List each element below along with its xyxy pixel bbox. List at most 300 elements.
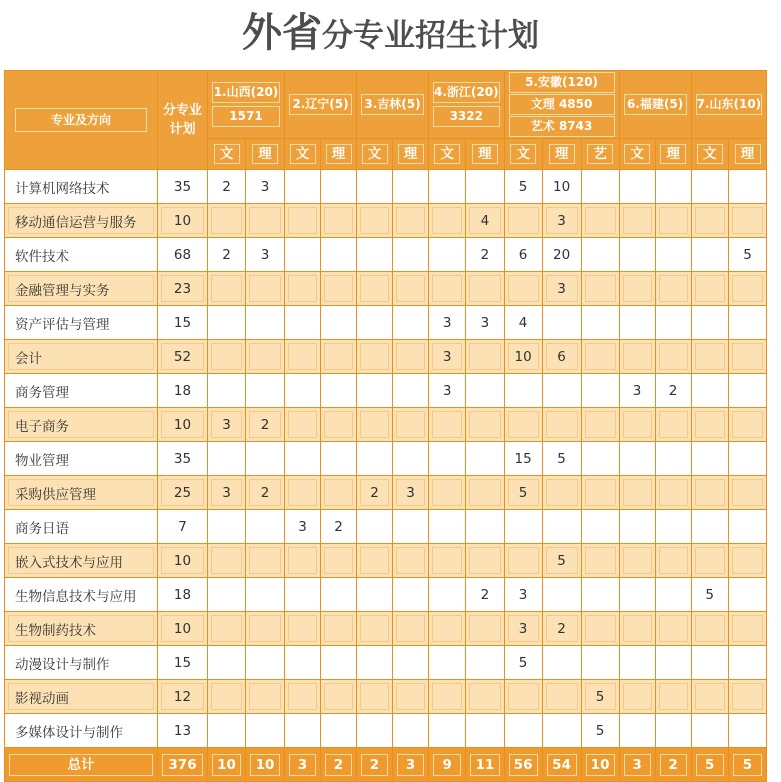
plan-count: 52 [158,340,208,374]
plan-cell: 2 [542,612,581,646]
plan-cell [208,340,246,374]
major-name: 计算机网络技术 [5,170,158,204]
plan-cell [655,578,691,612]
plan-cell [691,272,728,306]
plan-cell [619,238,655,272]
plan-cell [393,442,429,476]
plan-cell [285,306,321,340]
plan-cell [321,646,357,680]
total-cell: 9 [429,748,466,782]
plan-cell [581,272,619,306]
plan-cell [285,476,321,510]
plan-cell [321,374,357,408]
plan-cell [691,510,728,544]
plan-cell [246,578,285,612]
total-plan: 376 [158,748,208,782]
plan-cell [619,204,655,238]
plan-cell [393,374,429,408]
header-major: 专业及方向 [5,71,158,170]
major-name: 嵌入式技术与应用 [5,544,158,578]
plan-cell [246,714,285,748]
plan-cell: 3 [542,272,581,306]
plan-cell [691,306,728,340]
plan-cell [285,714,321,748]
plan-cell [728,340,766,374]
plan-cell [321,204,357,238]
plan-cell [466,340,504,374]
plan-cell: 3 [504,578,542,612]
plan-cell [655,714,691,748]
plan-cell [357,272,393,306]
plan-cell [691,374,728,408]
subheader-cell: 文 [619,139,655,170]
title-rest: 分专业招生计划 [322,18,539,54]
total-cell: 3 [285,748,321,782]
major-name: 商务日语 [5,510,158,544]
total-cell: 3 [393,748,429,782]
plan-cell [691,340,728,374]
plan-cell: 2 [246,476,285,510]
plan-cell [208,578,246,612]
plan-cell [542,306,581,340]
plan-cell [357,510,393,544]
plan-cell: 3 [393,476,429,510]
plan-cell [542,476,581,510]
plan-cell [691,204,728,238]
plan-cell [619,680,655,714]
subheader-cell: 理 [246,139,285,170]
plan-count: 68 [158,238,208,272]
plan-cell [728,544,766,578]
plan-cell [357,612,393,646]
plan-cell [208,306,246,340]
subheader-cell: 文 [504,139,542,170]
total-cell: 11 [466,748,504,782]
plan-cell [393,510,429,544]
plan-cell: 2 [246,408,285,442]
plan-cell [504,204,542,238]
plan-cell [619,408,655,442]
plan-cell [466,714,504,748]
plan-cell [728,680,766,714]
plan-cell [285,442,321,476]
plan-cell [728,714,766,748]
major-name: 商务管理 [5,374,158,408]
plan-cell [542,646,581,680]
plan-cell [466,544,504,578]
plan-cell: 3 [208,476,246,510]
plan-cell [619,306,655,340]
plan-cell [466,408,504,442]
plan-cell [357,680,393,714]
plan-cell [655,306,691,340]
subheader-cell: 艺 [581,139,619,170]
plan-cell [357,306,393,340]
plan-cell [619,714,655,748]
plan-cell [429,612,466,646]
plan-count: 15 [158,646,208,680]
table-row [5,544,767,578]
plan-count: 10 [158,612,208,646]
plan-cell: 3 [246,170,285,204]
table-row [5,680,767,714]
plan-cell [542,510,581,544]
plan-cell [357,374,393,408]
plan-cell [581,476,619,510]
table-row [5,578,767,612]
plan-cell [466,612,504,646]
header-province-shanxi: 1.山西(20) 1571 [208,71,285,139]
plan-cell [393,612,429,646]
plan-cell [691,612,728,646]
plan-cell [208,204,246,238]
major-name: 生物信息技术与应用 [5,578,158,612]
header-province-liaoning: 2.辽宁(5) [285,71,357,139]
plan-cell: 2 [208,238,246,272]
plan-cell [691,442,728,476]
plan-cell: 5 [504,170,542,204]
plan-cell: 10 [542,170,581,204]
table-row [5,476,767,510]
plan-cell: 3 [619,374,655,408]
plan-cell [429,204,466,238]
page-title [0,4,781,70]
plan-cell [728,646,766,680]
plan-cell [581,238,619,272]
plan-cell [285,374,321,408]
total-cell: 10 [246,748,285,782]
table-row [5,646,767,680]
plan-cell [246,272,285,306]
plan-cell [466,170,504,204]
table-row [5,374,767,408]
plan-cell [581,306,619,340]
plan-cell: 5 [542,544,581,578]
plan-cell [504,544,542,578]
plan-cell [619,612,655,646]
plan-cell [619,578,655,612]
total-cell: 2 [321,748,357,782]
plan-cell: 3 [246,238,285,272]
plan-cell [208,442,246,476]
plan-cell [208,272,246,306]
plan-cell [208,544,246,578]
plan-cell [429,714,466,748]
plan-cell [393,204,429,238]
plan-cell: 2 [321,510,357,544]
plan-cell: 2 [655,374,691,408]
plan-cell [321,612,357,646]
plan-count: 10 [158,204,208,238]
total-cell: 5 [728,748,766,782]
plan-cell [246,340,285,374]
plan-cell: 4 [504,306,542,340]
plan-cell: 6 [542,340,581,374]
plan-cell [321,544,357,578]
plan-cell [321,170,357,204]
plan-cell: 2 [208,170,246,204]
subheader-cell: 文 [429,139,466,170]
subheader-cell: 理 [466,139,504,170]
plan-cell [429,578,466,612]
plan-count: 23 [158,272,208,306]
plan-cell [429,272,466,306]
plan-cell [504,680,542,714]
plan-cell [619,646,655,680]
plan-cell: 5 [691,578,728,612]
plan-cell [728,374,766,408]
plan-cell: 5 [504,646,542,680]
major-name: 生物制药技术 [5,612,158,646]
plan-cell [321,578,357,612]
table-row [5,340,767,374]
plan-cell [581,612,619,646]
total-cell: 10 [208,748,246,782]
plan-cell [691,714,728,748]
plan-cell [246,544,285,578]
plan-cell: 5 [504,476,542,510]
plan-cell [542,374,581,408]
plan-cell [357,204,393,238]
plan-cell [357,646,393,680]
plan-cell [619,272,655,306]
plan-cell [246,442,285,476]
plan-cell [581,544,619,578]
plan-cell [285,612,321,646]
plan-cell [466,680,504,714]
plan-cell [728,612,766,646]
plan-cell [466,510,504,544]
plan-cell: 3 [466,306,504,340]
table-row [5,408,767,442]
plan-cell [357,170,393,204]
plan-cell [429,442,466,476]
plan-cell [321,272,357,306]
plan-cell [429,170,466,204]
plan-cell [691,238,728,272]
header-province-shandong: 7.山东(10) [691,71,767,139]
plan-cell [429,646,466,680]
plan-cell [246,510,285,544]
plan-cell [393,238,429,272]
table-row [5,204,767,238]
total-label: 总计 [5,748,158,782]
plan-cell [429,238,466,272]
plan-cell [691,476,728,510]
plan-cell [655,340,691,374]
plan-cell [691,170,728,204]
plan-cell [285,578,321,612]
plan-cell [321,714,357,748]
plan-cell: 3 [429,374,466,408]
header-province-zhejiang: 4.浙江(20) 3322 [429,71,505,139]
plan-cell [321,680,357,714]
plan-cell [285,238,321,272]
plan-cell: 3 [429,306,466,340]
plan-cell [691,408,728,442]
plan-cell [581,510,619,544]
plan-cell [393,544,429,578]
plan-cell [357,340,393,374]
plan-cell [321,476,357,510]
plan-cell: 10 [504,340,542,374]
subheader-cell: 文 [208,139,246,170]
plan-cell: 3 [504,612,542,646]
plan-cell [285,680,321,714]
plan-cell: 2 [466,578,504,612]
plan-cell [655,646,691,680]
subheader-cell: 文 [357,139,393,170]
plan-cell [466,374,504,408]
plan-cell [321,408,357,442]
total-cell: 10 [581,748,619,782]
plan-count: 13 [158,714,208,748]
plan-cell [581,578,619,612]
plan-cell [321,306,357,340]
plan-cell [691,646,728,680]
plan-cell [728,272,766,306]
plan-cell [581,204,619,238]
plan-cell [466,272,504,306]
plan-cell [504,374,542,408]
subheader-cell: 文 [285,139,321,170]
plan-cell [429,544,466,578]
plan-cell [728,408,766,442]
plan-cell [691,544,728,578]
major-name: 金融管理与实务 [5,272,158,306]
table-row [5,612,767,646]
plan-cell [357,238,393,272]
plan-cell [429,408,466,442]
plan-cell [393,408,429,442]
plan-cell [393,306,429,340]
table-row [5,170,767,204]
plan-cell [246,374,285,408]
plan-cell [504,408,542,442]
plan-cell [285,408,321,442]
plan-cell [581,408,619,442]
plan-cell [208,510,246,544]
plan-cell [655,476,691,510]
plan-cell: 5 [581,680,619,714]
plan-cell [393,578,429,612]
table-row [5,442,767,476]
plan-cell [655,408,691,442]
title-main: 外省 [242,10,322,56]
total-cell: 2 [655,748,691,782]
plan-cell [691,680,728,714]
plan-cell [246,204,285,238]
plan-count: 10 [158,544,208,578]
plan-cell [246,680,285,714]
table-row [5,306,767,340]
plan-cell [619,170,655,204]
plan-cell: 5 [542,442,581,476]
plan-cell [728,442,766,476]
total-cell: 54 [542,748,581,782]
plan-count: 15 [158,306,208,340]
header-row [5,71,767,139]
header-province-anhui: 5.安徽(120) 文理 4850 艺术 8743 [504,71,619,139]
plan-cell [655,272,691,306]
plan-cell [429,510,466,544]
plan-cell [655,442,691,476]
plan-cell: 4 [466,204,504,238]
plan-count: 25 [158,476,208,510]
total-cell: 56 [504,748,542,782]
plan-cell [357,714,393,748]
plan-cell [655,680,691,714]
plan-cell [466,646,504,680]
major-name: 移动通信运营与服务 [5,204,158,238]
plan-cell [504,510,542,544]
table-row [5,714,767,748]
major-name: 影视动画 [5,680,158,714]
plan-cell [542,680,581,714]
major-name: 动漫设计与制作 [5,646,158,680]
plan-cell [285,646,321,680]
plan-table [4,70,767,782]
plan-cell [619,442,655,476]
plan-cell [466,476,504,510]
plan-cell [357,544,393,578]
plan-cell: 5 [581,714,619,748]
plan-count: 35 [158,442,208,476]
total-cell: 3 [619,748,655,782]
plan-cell [246,646,285,680]
major-name: 物业管理 [5,442,158,476]
plan-cell: 2 [357,476,393,510]
plan-cell: 15 [504,442,542,476]
plan-cell [208,612,246,646]
plan-cell [429,476,466,510]
header-province-jilin: 3.吉林(5) [357,71,429,139]
major-name: 采购供应管理 [5,476,158,510]
plan-cell [208,714,246,748]
plan-cell [321,340,357,374]
subheader-cell: 理 [542,139,581,170]
plan-cell [393,340,429,374]
plan-cell: 3 [208,408,246,442]
plan-cell: 3 [542,204,581,238]
plan-count: 35 [158,170,208,204]
header-province-fujian: 6.福建(5) [619,71,691,139]
plan-cell [728,578,766,612]
plan-cell [466,442,504,476]
plan-cell: 3 [285,510,321,544]
plan-cell: 6 [504,238,542,272]
plan-cell [208,680,246,714]
plan-cell [655,544,691,578]
plan-cell [655,510,691,544]
total-cell: 5 [691,748,728,782]
subheader-cell: 理 [393,139,429,170]
plan-cell [321,442,357,476]
subheader-cell: 文 [691,139,728,170]
plan-cell [504,272,542,306]
plan-cell [285,170,321,204]
major-name: 电子商务 [5,408,158,442]
header-plan: 分专业 计划 [158,71,208,170]
plan-cell [728,476,766,510]
total-row [5,748,767,782]
plan-cell [393,646,429,680]
plan-count: 18 [158,374,208,408]
plan-cell [504,714,542,748]
plan-cell: 3 [429,340,466,374]
plan-count: 7 [158,510,208,544]
plan-cell [285,340,321,374]
